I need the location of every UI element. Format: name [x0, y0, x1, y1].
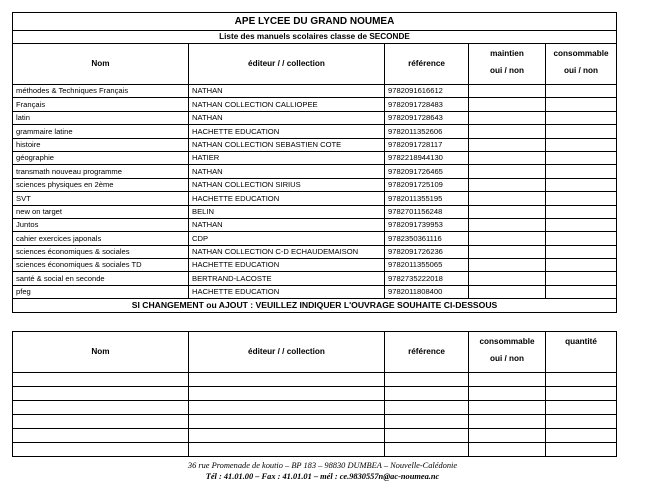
cell-maintien-input[interactable]: [469, 232, 546, 245]
cell-maintien-input[interactable]: [469, 272, 546, 285]
changes-col-header-quantite: [546, 332, 617, 373]
cell-nom: pfeg: [13, 285, 189, 298]
cell-nom: latin: [13, 111, 189, 124]
book-rows: [13, 85, 617, 299]
empty-cell-input[interactable]: [189, 401, 385, 415]
table-row: [13, 165, 617, 178]
cell-editeur: CDP: [189, 232, 385, 245]
cell-editeur: BELIN: [189, 205, 385, 218]
cell-editeur: HATIER: [189, 151, 385, 164]
cell-maintien-input[interactable]: [469, 165, 546, 178]
cell-consommable-input[interactable]: [546, 272, 617, 285]
cell-nom: sciences physiques en 2ème: [13, 178, 189, 191]
empty-cell-input[interactable]: [546, 415, 617, 429]
table-row: [13, 111, 617, 124]
col-header-consommable-options: oui / non: [563, 66, 599, 76]
cell-maintien-input[interactable]: [469, 245, 546, 258]
empty-cell-input[interactable]: [546, 443, 617, 457]
changes-col-header-quantite-label: quantité: [565, 337, 597, 346]
changes-col-header-consommable-label: consommable: [479, 337, 535, 346]
table-row: [13, 192, 617, 205]
cell-nom: géographie: [13, 151, 189, 164]
changes-col-header-consommable-options: oui / non: [489, 354, 525, 364]
changes-rows: [13, 373, 617, 457]
changes-col-header-reference: référence: [385, 332, 469, 373]
changes-col-header-consommable: [469, 332, 546, 373]
cell-maintien-input[interactable]: [469, 259, 546, 272]
subtitle-row: [13, 31, 617, 44]
table-row: [13, 178, 617, 191]
col-header-consommable: [546, 44, 617, 85]
table-row: [13, 272, 617, 285]
cell-reference: 9782701156248: [385, 205, 469, 218]
cell-reference: 9782011808400: [385, 285, 469, 298]
table-row: [13, 218, 617, 231]
cell-maintien-input[interactable]: [469, 192, 546, 205]
cell-consommable-input[interactable]: [546, 245, 617, 258]
cell-maintien-input[interactable]: [469, 138, 546, 151]
changes-heading-row: [13, 299, 617, 313]
empty-cell-input[interactable]: [469, 415, 546, 429]
table-row: [13, 245, 617, 258]
cell-maintien-input[interactable]: [469, 125, 546, 138]
empty-cell-input[interactable]: [13, 401, 189, 415]
empty-cell-input[interactable]: [189, 387, 385, 401]
cell-reference: 9782091616612: [385, 85, 469, 98]
table-header: [13, 44, 617, 85]
cell-editeur: BERTRAND-LACOSTE: [189, 272, 385, 285]
cell-editeur: NATHAN: [189, 111, 385, 124]
cell-editeur: NATHAN: [189, 218, 385, 231]
empty-cell-input[interactable]: [13, 443, 189, 457]
table-row: [13, 232, 617, 245]
cell-nom: Français: [13, 98, 189, 111]
table-row: [13, 125, 617, 138]
empty-cell-input[interactable]: [385, 415, 469, 429]
empty-cell-input[interactable]: [385, 443, 469, 457]
cell-nom: grammaire latine: [13, 125, 189, 138]
empty-cell-input[interactable]: [546, 429, 617, 443]
cell-maintien-input[interactable]: [469, 111, 546, 124]
cell-editeur: HACHETTE EDUCATION: [189, 285, 385, 298]
col-header-nom: Nom: [13, 44, 189, 85]
cell-maintien-input[interactable]: [469, 85, 546, 98]
empty-cell-input[interactable]: [546, 401, 617, 415]
cell-maintien-input[interactable]: [469, 205, 546, 218]
cell-editeur: NATHAN COLLECTION CALLIOPEE: [189, 98, 385, 111]
empty-row: [13, 373, 617, 387]
cell-consommable-input[interactable]: [546, 259, 617, 272]
cell-editeur: NATHAN: [189, 165, 385, 178]
cell-consommable-input[interactable]: [546, 125, 617, 138]
cell-reference: 9782011355065: [385, 259, 469, 272]
cell-consommable-input[interactable]: [546, 151, 617, 164]
cell-editeur: HACHETTE EDUCATION: [189, 125, 385, 138]
table-row: [13, 285, 617, 298]
empty-cell-input[interactable]: [546, 373, 617, 387]
cell-reference: 9782091739953: [385, 218, 469, 231]
table-row: [13, 98, 617, 111]
cell-editeur: HACHETTE EDUCATION: [189, 192, 385, 205]
cell-nom: new on target: [13, 205, 189, 218]
table-row: [13, 259, 617, 272]
cell-maintien-input[interactable]: [469, 151, 546, 164]
cell-nom: histoire: [13, 138, 189, 151]
cell-reference: 9782091728117: [385, 138, 469, 151]
cell-consommable-input[interactable]: [546, 192, 617, 205]
changes-heading: SI CHANGEMENT ou AJOUT : VEUILLEZ INDIQUER L'OUVRAGE SOUHAITE CI-DESSOUS: [13, 299, 617, 313]
cell-nom: méthodes & Techniques Français: [13, 85, 189, 98]
col-header-maintien-label: maintien: [490, 49, 524, 58]
table-row: [13, 85, 617, 98]
cell-editeur: NATHAN COLLECTION SEBASTIEN COTE: [189, 138, 385, 151]
cell-reference: 9782091726236: [385, 245, 469, 258]
empty-cell-input[interactable]: [189, 415, 385, 429]
col-header-consommable-label: consommable: [553, 49, 609, 58]
cell-editeur: NATHAN: [189, 85, 385, 98]
cell-nom: transmath nouveau programme: [13, 165, 189, 178]
empty-row: [13, 401, 617, 415]
cell-reference: 9782091728643: [385, 111, 469, 124]
col-header-reference: référence: [385, 44, 469, 85]
empty-cell-input[interactable]: [469, 373, 546, 387]
empty-cell-input[interactable]: [385, 373, 469, 387]
changes-col-header-nom: Nom: [13, 332, 189, 373]
book-list-table: [12, 12, 617, 313]
empty-row: [13, 415, 617, 429]
cell-editeur: NATHAN COLLECTION C-D ECHAUDEMAISON: [189, 245, 385, 258]
empty-cell-input[interactable]: [469, 401, 546, 415]
col-header-maintien: [469, 44, 546, 85]
empty-cell-input[interactable]: [13, 429, 189, 443]
empty-cell-input[interactable]: [469, 443, 546, 457]
cell-nom: Juntos: [13, 218, 189, 231]
empty-cell-input[interactable]: [385, 401, 469, 415]
empty-cell-input[interactable]: [189, 429, 385, 443]
cell-nom: SVT: [13, 192, 189, 205]
cell-consommable-input[interactable]: [546, 165, 617, 178]
cell-reference: 9782091726465: [385, 165, 469, 178]
cell-consommable-input[interactable]: [546, 111, 617, 124]
changes-col-header-editeur: éditeur / / collection: [189, 332, 385, 373]
page-title: APE LYCEE DU GRAND NOUMEA: [13, 13, 617, 31]
cell-reference: 9782011352606: [385, 125, 469, 138]
cell-consommable-input[interactable]: [546, 85, 617, 98]
footer-address: 36 rue Promenade de koutio – BP 183 – 98830 DUMBEA – Nouvelle-Calédonie: [187, 461, 458, 470]
cell-consommable-input[interactable]: [546, 98, 617, 111]
col-header-maintien-options: oui / non: [489, 66, 525, 76]
empty-cell-input[interactable]: [385, 387, 469, 401]
col-header-editeur: éditeur / / collection: [189, 44, 385, 85]
cell-consommable-input[interactable]: [546, 138, 617, 151]
empty-row: [13, 429, 617, 443]
empty-cell-input[interactable]: [13, 373, 189, 387]
cell-reference: 9782218944130: [385, 151, 469, 164]
cell-consommable-input[interactable]: [546, 205, 617, 218]
cell-nom: santé & social en seconde: [13, 272, 189, 285]
cell-consommable-input[interactable]: [546, 232, 617, 245]
cell-reference: 9782091728483: [385, 98, 469, 111]
cell-nom: sciences économiques & sociales: [13, 245, 189, 258]
empty-cell-input[interactable]: [385, 429, 469, 443]
title-row: [13, 13, 617, 31]
changes-table: [12, 331, 617, 457]
cell-reference: 9782011355195: [385, 192, 469, 205]
empty-cell-input[interactable]: [13, 415, 189, 429]
changes-table-header: [13, 332, 617, 373]
empty-row: [13, 387, 617, 401]
cell-nom: sciences économiques & sociales TD: [13, 259, 189, 272]
cell-reference: 9782091725109: [385, 178, 469, 191]
cell-reference: 9782350361116: [385, 232, 469, 245]
list-subtitle: Liste des manuels scolaires classe de SECONDE: [13, 31, 617, 44]
empty-cell-input[interactable]: [13, 387, 189, 401]
empty-cell-input[interactable]: [189, 373, 385, 387]
cell-maintien-input[interactable]: [469, 178, 546, 191]
cell-editeur: HACHETTE EDUCATION: [189, 259, 385, 272]
empty-row: [13, 443, 617, 457]
cell-maintien-input[interactable]: [469, 285, 546, 298]
footer-contact: Tél : 41.01.00 – Fax : 41.01.01 – mél : ce.9830557n@ac-noumea.nc: [205, 472, 440, 481]
cell-maintien-input[interactable]: [469, 218, 546, 231]
empty-cell-input[interactable]: [546, 387, 617, 401]
cell-editeur: NATHAN COLLECTION SIRIUS: [189, 178, 385, 191]
table-row: [13, 138, 617, 151]
cell-consommable-input[interactable]: [546, 218, 617, 231]
empty-cell-input[interactable]: [469, 429, 546, 443]
cell-nom: cahier exercices japonals: [13, 232, 189, 245]
empty-cell-input[interactable]: [469, 387, 546, 401]
cell-maintien-input[interactable]: [469, 98, 546, 111]
table-row: [13, 151, 617, 164]
cell-reference: 9782735222018: [385, 272, 469, 285]
cell-consommable-input[interactable]: [546, 285, 617, 298]
empty-cell-input[interactable]: [189, 443, 385, 457]
table-row: [13, 205, 617, 218]
cell-consommable-input[interactable]: [546, 178, 617, 191]
